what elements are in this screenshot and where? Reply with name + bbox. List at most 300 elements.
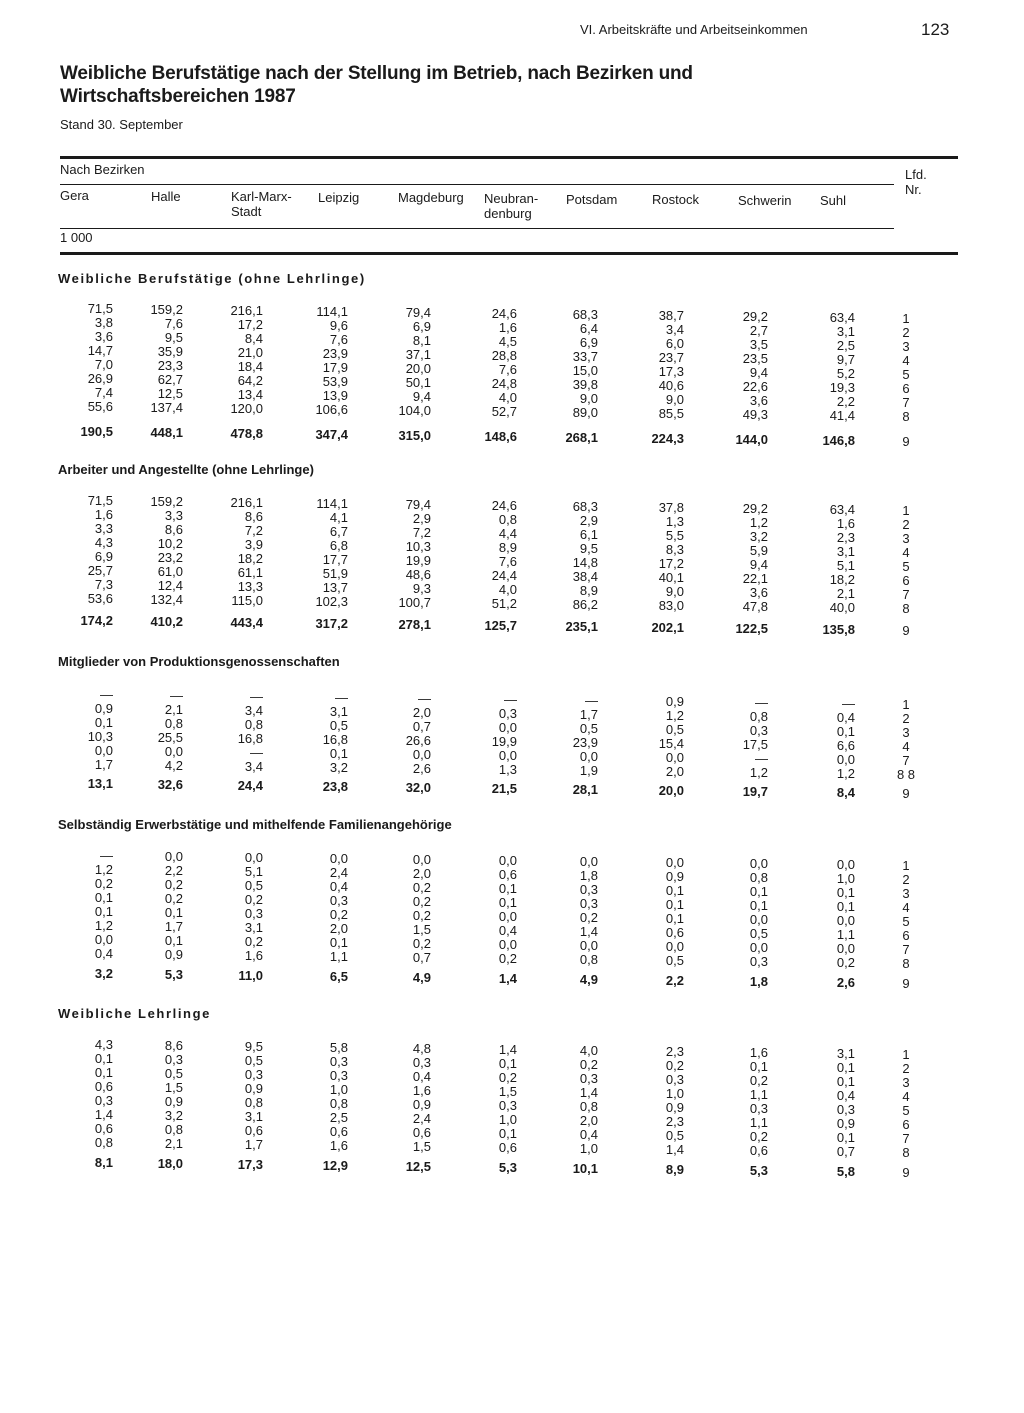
table-cell: 1,6 <box>836 516 855 531</box>
table-cell: 1,4 <box>579 1085 598 1100</box>
table-cell: 0,0 <box>665 939 684 954</box>
row-number: 2 <box>902 711 910 726</box>
table-cell: 0,1 <box>94 1051 113 1066</box>
table-cell: 3,2 <box>329 760 348 775</box>
table-cell: 3,1 <box>329 704 348 719</box>
total-cell: 125,7 <box>484 618 517 633</box>
table-cell: 13,7 <box>322 580 348 595</box>
table-cell: 51,9 <box>322 566 348 581</box>
table-cell: 10,2 <box>157 536 183 551</box>
row-number: 5 <box>902 1103 910 1118</box>
table-cell: 0,1 <box>498 1056 517 1071</box>
section-title: Arbeiter und Angestellte (ohne Lehrlinge) <box>58 462 314 477</box>
table-cell: 3,6 <box>94 329 113 344</box>
table-cell: 14,7 <box>87 343 113 358</box>
total-cell: 1,4 <box>498 971 517 986</box>
table-cell: 9,7 <box>836 352 855 367</box>
row-number: 4 <box>902 545 910 560</box>
total-cell: 478,8 <box>230 426 263 441</box>
column-header: Schwerin <box>738 193 792 208</box>
row-number: 1 <box>902 311 910 326</box>
table-cell: 71,5 <box>87 493 113 508</box>
total-cell: 315,0 <box>398 428 431 443</box>
row-number: 9 <box>902 786 910 801</box>
table-cell: 8,9 <box>579 583 598 598</box>
table-cell: 0,0 <box>749 912 768 927</box>
table-title: Weibliche Berufstätige nach der Stellung im Betrieb, nach Bezirken und Wirtschaftsbereichen 1987 <box>60 63 693 107</box>
table-cell: 38,7 <box>658 308 684 323</box>
table-cell: 0,7 <box>836 1144 855 1159</box>
table-cell: 29,2 <box>742 501 768 516</box>
table-cell: 102,3 <box>315 594 348 609</box>
total-cell: 8,9 <box>665 1162 684 1177</box>
table-cell: 0,3 <box>329 1068 348 1083</box>
table-cell: 2,1 <box>164 702 183 717</box>
table-cell: 0,3 <box>749 1101 768 1116</box>
table-cell: 16,8 <box>237 731 263 746</box>
row-number: 8 <box>902 601 910 616</box>
row-number: 6 <box>902 381 910 396</box>
table-cell: 3,1 <box>836 544 855 559</box>
table-cell: 0,8 <box>244 717 263 732</box>
table-cell: — <box>100 687 113 702</box>
column-header: Rostock <box>652 192 699 207</box>
table-cell: 12,5 <box>157 386 183 401</box>
row-number: 4 <box>902 1089 910 1104</box>
table-cell: 40,6 <box>658 378 684 393</box>
table-cell: 0,3 <box>329 893 348 908</box>
table-cell: 86,2 <box>572 597 598 612</box>
table-cell: 4,8 <box>412 1041 431 1056</box>
table-cell: 3,1 <box>244 1109 263 1124</box>
table-cell: 0,0 <box>836 913 855 928</box>
table-cell: 0,1 <box>164 905 183 920</box>
table-cell: 1,4 <box>94 1107 113 1122</box>
total-cell: 2,2 <box>665 973 684 988</box>
table-cell: 20,0 <box>405 361 431 376</box>
lfd-nr-label: Lfd. Nr. <box>905 167 927 197</box>
table-cell: 0,0 <box>244 850 263 865</box>
table-cell: 1,2 <box>665 708 684 723</box>
row-number: 2 <box>902 872 910 887</box>
table-cell: 2,0 <box>412 705 431 720</box>
row-number: 8 8 <box>896 767 916 782</box>
total-cell: 11,0 <box>238 968 263 983</box>
column-header: Gera <box>60 188 89 203</box>
table-cell: 0,3 <box>498 706 517 721</box>
total-cell: 5,3 <box>164 967 183 982</box>
row-number: 1 <box>902 697 910 712</box>
column-header: Karl-Marx- Stadt <box>231 189 292 219</box>
table-cell: 0,2 <box>94 876 113 891</box>
table-cell: 115,0 <box>231 593 263 608</box>
table-cell: 4,3 <box>94 535 113 550</box>
total-cell: 5,8 <box>836 1164 855 1179</box>
table-cell: 8,1 <box>412 333 431 348</box>
table-cell: 8,3 <box>665 542 684 557</box>
column-header: Leipzig <box>318 190 360 205</box>
table-cell: 0,9 <box>836 1116 855 1131</box>
table-cell: 216,1 <box>230 495 263 510</box>
row-number: 4 <box>902 353 910 368</box>
table-cell: 0,0 <box>412 747 431 762</box>
table-cell: 1,2 <box>94 918 113 933</box>
table-cell: 8,6 <box>164 1038 183 1053</box>
row-number: 7 <box>902 942 910 957</box>
table-cell: 0,6 <box>498 867 517 882</box>
table-cell: 18,2 <box>829 572 855 587</box>
total-cell: 122,5 <box>735 621 768 636</box>
total-cell: 3,2 <box>94 966 113 981</box>
table-cell: 4,0 <box>498 390 517 405</box>
table-cell: 1,6 <box>94 507 113 522</box>
table-cell: 0,2 <box>498 951 517 966</box>
table-cell: 0,0 <box>836 941 855 956</box>
table-cell: 25,5 <box>157 730 183 745</box>
table-cell: 2,4 <box>329 865 348 880</box>
table-cell: 10,3 <box>405 539 431 554</box>
table-cell: 8,9 <box>498 540 517 555</box>
table-cell: 7,2 <box>412 525 431 540</box>
table-cell: 3,8 <box>94 315 113 330</box>
table-cell: 0,5 <box>665 722 684 737</box>
table-cell: 0,9 <box>164 1094 183 1109</box>
table-cell: 0,6 <box>94 1079 113 1094</box>
table-cell: 0,0 <box>412 852 431 867</box>
table-cell: 1,8 <box>579 868 598 883</box>
table-cell: 2,3 <box>665 1044 684 1059</box>
table-cell: 2,9 <box>412 511 431 526</box>
table-cell: 0,1 <box>665 883 684 898</box>
table-cell: 28,8 <box>491 348 517 363</box>
table-cell: — <box>170 688 183 703</box>
table-cell: 0,0 <box>164 849 183 864</box>
table-cell: — <box>250 689 263 704</box>
table-cell: 0,3 <box>164 1052 183 1067</box>
table-cell: 0,2 <box>836 955 855 970</box>
table-cell: 63,4 <box>829 310 855 325</box>
row-number: 1 <box>902 503 910 518</box>
table-cell: 17,5 <box>742 737 768 752</box>
table-cell: 2,0 <box>412 866 431 881</box>
table-cell: 83,0 <box>658 598 684 613</box>
total-cell: 23,8 <box>322 779 348 794</box>
table-cell: 0,2 <box>329 907 348 922</box>
total-cell: 148,6 <box>484 429 517 444</box>
table-cell: 0,1 <box>498 881 517 896</box>
table-cell: 0,7 <box>412 719 431 734</box>
table-cell: 9,0 <box>579 391 598 406</box>
table-cell: 37,1 <box>405 347 431 362</box>
table-cell: 3,6 <box>749 585 768 600</box>
table-cell: 0,8 <box>164 716 183 731</box>
total-cell: 224,3 <box>651 431 684 446</box>
table-cell: 0,2 <box>749 1073 768 1088</box>
table-cell: 0,1 <box>836 899 855 914</box>
row-number: 2 <box>902 517 910 532</box>
row-number: 2 <box>902 1061 910 1076</box>
table-cell: 7,0 <box>94 357 113 372</box>
table-cell: 0,0 <box>749 940 768 955</box>
table-cell: 1,0 <box>498 1112 517 1127</box>
table-cell: 0,0 <box>329 851 348 866</box>
table-cell: 0,3 <box>579 882 598 897</box>
table-cell: 25,7 <box>87 563 113 578</box>
table-cell: 9,4 <box>412 389 431 404</box>
table-cell: 0,2 <box>244 934 263 949</box>
table-cell: 9,5 <box>164 330 183 345</box>
total-cell: 24,4 <box>237 778 263 793</box>
table-cell: 1,0 <box>665 1086 684 1101</box>
table-cell: 1,7 <box>164 919 183 934</box>
table-cell: 1,9 <box>579 763 598 778</box>
table-cell: 0,6 <box>244 1123 263 1138</box>
table-cell: 0,9 <box>412 1097 431 1112</box>
table-cell: 0,3 <box>579 1071 598 1086</box>
table-cell: 0,8 <box>329 1096 348 1111</box>
table-cell: 137,4 <box>150 400 183 415</box>
table-cell: 6,9 <box>94 549 113 564</box>
table-cell: 2,3 <box>836 530 855 545</box>
row-number: 4 <box>902 900 910 915</box>
table-cell: 0,2 <box>164 891 183 906</box>
table-cell: 0,6 <box>412 1125 431 1140</box>
table-cell: 2,6 <box>412 761 431 776</box>
table-cell: 48,6 <box>405 567 431 582</box>
table-cell: 1,6 <box>412 1083 431 1098</box>
row-number: 3 <box>902 886 910 901</box>
table-cell: 1,4 <box>665 1142 684 1157</box>
table-cell: 0,1 <box>329 746 348 761</box>
section-title: Mitglieder von Produktionsgenossenschaften <box>58 654 340 669</box>
table-cell: 0,1 <box>665 911 684 926</box>
table-cell: 2,0 <box>665 764 684 779</box>
table-cell: 26,6 <box>405 733 431 748</box>
table-cell: 10,3 <box>87 729 113 744</box>
total-cell: 17,3 <box>237 1157 263 1172</box>
total-cell: 6,5 <box>329 969 348 984</box>
table-cell: 8,6 <box>244 509 263 524</box>
table-cell: — <box>335 690 348 705</box>
table-cell: 23,2 <box>157 550 183 565</box>
table-cell: 0,5 <box>665 953 684 968</box>
total-cell: 144,0 <box>735 432 768 447</box>
table-cell: 5,1 <box>244 864 263 879</box>
table-cell: 0,0 <box>579 854 598 869</box>
table-cell: 7,2 <box>244 523 263 538</box>
table-cell: 0,3 <box>244 1067 263 1082</box>
table-cell: 3,3 <box>94 521 113 536</box>
table-cell: 7,6 <box>164 316 183 331</box>
table-cell: 17,2 <box>237 317 263 332</box>
table-cell: 89,0 <box>572 405 598 420</box>
table-cell: 14,8 <box>572 555 598 570</box>
table-cell: 0,0 <box>749 856 768 871</box>
table-cell: 1,1 <box>836 927 855 942</box>
table-cell: 9,6 <box>329 318 348 333</box>
table-cell: 0,3 <box>665 1072 684 1087</box>
table-cell: 1,7 <box>579 707 598 722</box>
table-cell: 1,6 <box>244 948 263 963</box>
row-number: 8 <box>902 409 910 424</box>
table-cell: 53,9 <box>322 374 348 389</box>
table-cell: 0,3 <box>749 723 768 738</box>
table-cell: — <box>585 693 598 708</box>
table-cell: 3,9 <box>244 537 263 552</box>
table-cell: 4,1 <box>329 510 348 525</box>
table-cell: — <box>755 751 768 766</box>
table-cell: 0,0 <box>498 937 517 952</box>
table-cell: 1,7 <box>94 757 113 772</box>
table-cell: 68,3 <box>572 307 598 322</box>
total-cell: 10,1 <box>572 1161 598 1176</box>
table-cell: 3,4 <box>244 703 263 718</box>
table-cell: 21,0 <box>237 345 263 360</box>
table-cell: 0,4 <box>94 946 113 961</box>
table-cell: 7,6 <box>329 332 348 347</box>
table-cell: 1,6 <box>498 320 517 335</box>
table-cell: 15,0 <box>572 363 598 378</box>
row-number: 1 <box>902 858 910 873</box>
row-number: 8 <box>902 956 910 971</box>
table-cell: 1,7 <box>244 1137 263 1152</box>
table-cell: 0,1 <box>749 884 768 899</box>
table-cell: 0,2 <box>412 908 431 923</box>
table-cell: 85,5 <box>658 406 684 421</box>
total-cell: 347,4 <box>315 427 348 442</box>
table-cell: 13,9 <box>322 388 348 403</box>
table-cell: 19,9 <box>491 734 517 749</box>
table-cell: 0,6 <box>498 1140 517 1155</box>
table-cell: 0,9 <box>244 1081 263 1096</box>
table-cell: 104,0 <box>398 403 431 418</box>
row-number: 3 <box>902 1075 910 1090</box>
table-cell: 0,4 <box>579 1127 598 1142</box>
section-title: Weibliche Berufstätige (ohne Lehrlinge) <box>58 271 366 286</box>
table-cell: 1,3 <box>665 514 684 529</box>
header-bottom-rule <box>60 252 958 255</box>
total-cell: 12,9 <box>322 1158 348 1173</box>
table-cell: 40,1 <box>658 570 684 585</box>
table-cell: 50,1 <box>405 375 431 390</box>
row-number: 5 <box>902 914 910 929</box>
table-cell: 47,8 <box>742 599 768 614</box>
table-cell: 5,5 <box>665 528 684 543</box>
table-cell: 2,2 <box>164 863 183 878</box>
table-cell: 1,4 <box>579 924 598 939</box>
table-cell: 132,4 <box>150 592 183 607</box>
column-header: Neubran- denburg <box>484 191 539 221</box>
table-cell: 37,8 <box>658 500 684 515</box>
row-number: 9 <box>902 623 910 638</box>
table-cell: 29,2 <box>742 309 768 324</box>
table-cell: 0,6 <box>329 1124 348 1139</box>
table-cell: 0,3 <box>329 1054 348 1069</box>
total-cell: 8,4 <box>836 785 855 800</box>
table-cell: 2,7 <box>749 323 768 338</box>
table-cell: 4,4 <box>498 526 517 541</box>
table-cell: 17,2 <box>658 556 684 571</box>
table-cell: 6,0 <box>665 336 684 351</box>
table-cell: 0,2 <box>498 1070 517 1085</box>
total-cell: 146,8 <box>822 433 855 448</box>
table-cell: 0,1 <box>94 1065 113 1080</box>
table-cell: 5,2 <box>836 366 855 381</box>
table-cell: 40,0 <box>829 600 855 615</box>
table-cell: 4,3 <box>94 1037 113 1052</box>
table-cell: 0,4 <box>412 1069 431 1084</box>
table-cell: 5,9 <box>749 543 768 558</box>
table-cell: 49,3 <box>742 407 768 422</box>
table-cell: 0,4 <box>836 1088 855 1103</box>
table-cell: 1,5 <box>164 1080 183 1095</box>
table-cell: 0,1 <box>498 895 517 910</box>
table-cell: 13,4 <box>237 387 263 402</box>
table-cell: 0,0 <box>498 720 517 735</box>
table-cell: 0,6 <box>749 1143 768 1158</box>
table-cell: 6,8 <box>329 538 348 553</box>
table-cell: 12,4 <box>157 578 183 593</box>
table-cell: 120,0 <box>230 401 263 416</box>
table-cell: 61,1 <box>237 565 263 580</box>
table-cell: 0,6 <box>94 1121 113 1136</box>
table-cell: 3,1 <box>836 324 855 339</box>
row-number: 6 <box>902 573 910 588</box>
row-number: 7 <box>902 753 910 768</box>
table-cell: 0,2 <box>164 877 183 892</box>
table-cell: 0,1 <box>749 898 768 913</box>
table-cell: 0,0 <box>579 749 598 764</box>
total-cell: 1,8 <box>749 974 768 989</box>
table-subtitle: Stand 30. September <box>60 117 183 132</box>
table-cell: 1,0 <box>579 1141 598 1156</box>
total-cell: 28,1 <box>572 782 598 797</box>
table-cell: 0,8 <box>498 512 517 527</box>
table-cell: 18,4 <box>237 359 263 374</box>
table-cell: 2,2 <box>836 394 855 409</box>
table-cell: 3,2 <box>164 1108 183 1123</box>
table-cell: — <box>504 692 517 707</box>
table-cell: 0,5 <box>244 878 263 893</box>
total-cell: 2,6 <box>836 975 855 990</box>
table-cell: 2,3 <box>665 1114 684 1129</box>
table-cell: 0,2 <box>412 894 431 909</box>
row-number: 6 <box>902 1117 910 1132</box>
table-cell: 23,7 <box>658 350 684 365</box>
table-cell: 0,8 <box>164 1122 183 1137</box>
table-cell: 0,1 <box>749 1059 768 1074</box>
table-cell: 0,2 <box>579 1057 598 1072</box>
total-cell: 202,1 <box>651 620 684 635</box>
table-cell: 55,6 <box>87 399 113 414</box>
table-cell: 0,2 <box>412 936 431 951</box>
table-cell: 0,6 <box>665 925 684 940</box>
table-cell: 23,9 <box>572 735 598 750</box>
total-cell: 317,2 <box>315 616 348 631</box>
table-cell: 3,6 <box>749 393 768 408</box>
table-cell: — <box>250 745 263 760</box>
table-cell: 38,4 <box>572 569 598 584</box>
table-cell: 7,3 <box>94 577 113 592</box>
table-cell: 216,1 <box>230 303 263 318</box>
total-cell: 32,0 <box>405 780 431 795</box>
table-cell: 53,6 <box>87 591 113 606</box>
table-cell: 2,9 <box>579 513 598 528</box>
table-cell: 0,8 <box>94 1135 113 1150</box>
table-cell: 5,1 <box>836 558 855 573</box>
table-cell: 7,6 <box>498 362 517 377</box>
table-cell: 8,4 <box>244 331 263 346</box>
